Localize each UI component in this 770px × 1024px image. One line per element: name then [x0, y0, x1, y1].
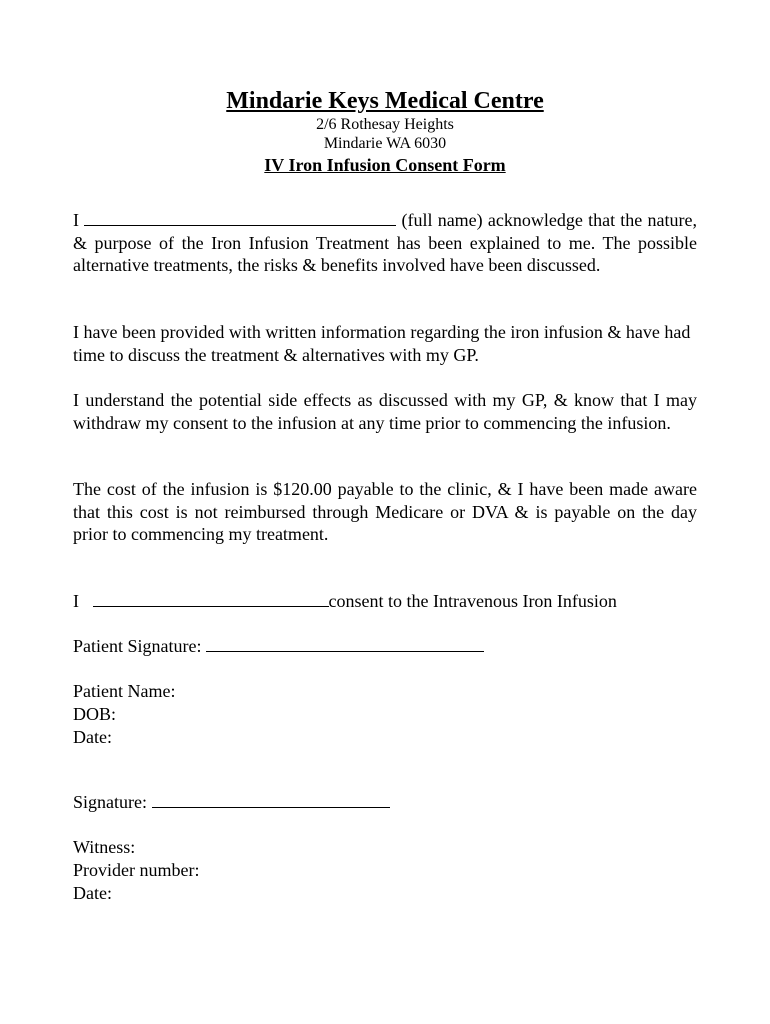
- address-line-2: Mindarie WA 6030: [323, 135, 447, 152]
- address-line-1: 2/6 Rothesay Heights: [316, 116, 454, 133]
- side-effects-paragraph: I understand the potential side effects as discussed with my GP, & know that I may withdraw my consent to the infusion at any time prior to commencing the infusion.: [73, 390, 697, 433]
- patient-name-label: Patient Name:: [73, 681, 176, 701]
- signature-line: [73, 791, 390, 813]
- witness-label: Witness:: [73, 837, 136, 857]
- cost-paragraph: The cost of the infusion is $120.00 payable to the clinic, & I have been made aware that this cost is not reimbursed through Medicare or DVA & is payable on the day prior to commencing my treatment.: [73, 479, 697, 545]
- acknowledgement-text: (full name) acknowledge that the nature, & purpose of the Iron Infusion Treatment has been explained to me. The possible alternative treatments, the risks & benefits involved have been discussed.: [73, 210, 697, 276]
- form-title: IV Iron Infusion Consent Form: [264, 155, 506, 175]
- patient-signature-line: [73, 635, 484, 657]
- information-paragraph: I have been provided with written information regarding the iron infusion & have had time to discuss the treatment & alternatives with my GP.: [73, 322, 691, 365]
- witness-date-label: Date:: [73, 883, 112, 903]
- provider-number-label: Provider number:: [73, 860, 200, 880]
- signature-label: Signature:: [73, 792, 147, 812]
- consent-prefix: I: [73, 591, 79, 611]
- patient-signature-label: Patient Signature:: [73, 636, 202, 656]
- signature-blank[interactable]: [152, 793, 390, 808]
- date-label: Date:: [73, 727, 112, 747]
- clinic-name: Mindarie Keys Medical Centre: [226, 88, 544, 114]
- consent-line: [73, 590, 617, 612]
- consent-suffix: consent to the Intravenous Iron Infusion: [328, 591, 617, 611]
- full-name-blank[interactable]: [84, 211, 396, 226]
- acknowledgement-paragraph: [73, 209, 697, 277]
- dob-label: DOB:: [73, 704, 117, 724]
- acknowledgement-prefix: I: [73, 210, 79, 230]
- patient-signature-blank[interactable]: [206, 637, 484, 652]
- consent-name-blank[interactable]: [93, 592, 329, 607]
